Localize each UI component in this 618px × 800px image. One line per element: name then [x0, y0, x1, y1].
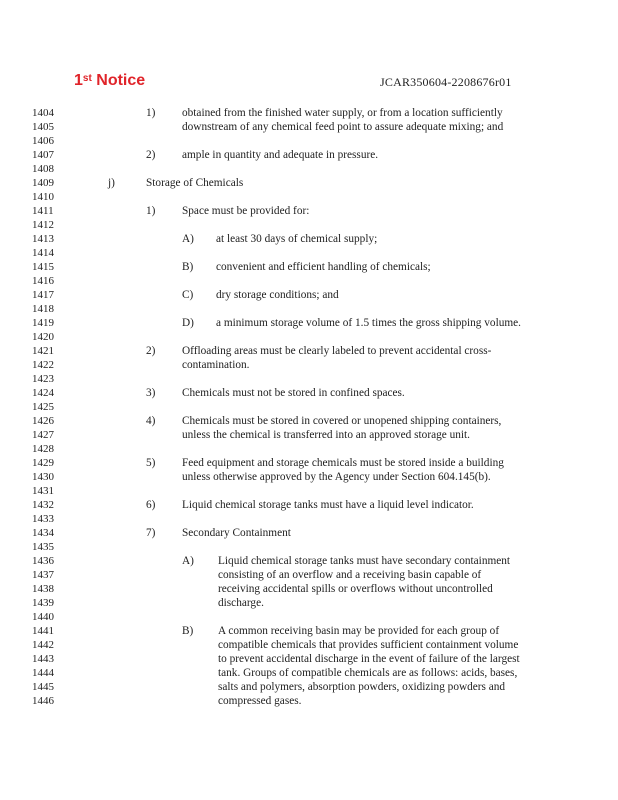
- list-marker: 1): [146, 205, 156, 217]
- list-marker: A): [182, 233, 194, 245]
- line-number: 1421: [32, 345, 54, 357]
- body-text: a minimum storage volume of 1.5 times the gross shipping volume.: [216, 317, 521, 329]
- line-number: 1408: [32, 163, 54, 175]
- list-marker: 2): [146, 149, 156, 161]
- line-number: 1430: [32, 471, 54, 483]
- list-marker: 7): [146, 527, 156, 539]
- line-number: 1441: [32, 625, 54, 637]
- body-text: compressed gases.: [218, 695, 302, 707]
- line-number: 1422: [32, 359, 54, 371]
- line-number: 1415: [32, 261, 54, 273]
- body-text: Chemicals must be stored in covered or unopened shipping containers,: [182, 415, 502, 427]
- line-number: 1425: [32, 401, 54, 413]
- line-number: 1424: [32, 387, 54, 399]
- line-number: 1429: [32, 457, 54, 469]
- line-number: 1417: [32, 289, 54, 301]
- body-text: compatible chemicals that provides sufficient containment volume: [218, 639, 519, 651]
- body-text: unless the chemical is transferred into an approved storage unit.: [182, 429, 470, 441]
- line-number: 1432: [32, 499, 54, 511]
- line-number: 1446: [32, 695, 54, 707]
- subsection-marker: j): [108, 177, 115, 189]
- line-number: 1431: [32, 485, 54, 497]
- line-number: 1411: [32, 205, 54, 217]
- subsection-heading: Storage of Chemicals: [146, 177, 244, 189]
- body-text: Chemicals must not be stored in confined spaces.: [182, 387, 405, 399]
- notice-number: 1: [74, 72, 83, 89]
- body-text: receiving accidental spills or overflows without uncontrolled: [218, 583, 493, 595]
- body-text: Feed equipment and storage chemicals must be stored inside a building: [182, 457, 504, 469]
- list-marker: D): [182, 317, 194, 329]
- line-number: 1440: [32, 611, 54, 623]
- body-text: at least 30 days of chemical supply;: [216, 233, 378, 245]
- document-id: JCAR350604-2208676r01: [380, 75, 512, 89]
- body-text: A common receiving basin may be provided for each group of: [218, 625, 500, 637]
- line-number: 1406: [32, 135, 54, 147]
- body-text: Offloading areas must be clearly labeled to prevent accidental cross-: [182, 345, 492, 357]
- line-number: 1426: [32, 415, 54, 427]
- list-marker: A): [182, 555, 194, 567]
- list-marker: B): [182, 625, 194, 637]
- line-number: 1435: [32, 541, 54, 553]
- line-number: 1442: [32, 639, 54, 651]
- line-number: 1416: [32, 275, 54, 287]
- line-number: 1409: [32, 177, 54, 189]
- line-number: 1404: [32, 107, 54, 119]
- body-text: Liquid chemical storage tanks must have secondary containment: [218, 555, 511, 567]
- list-marker: 3): [146, 387, 156, 399]
- line-number: 1437: [32, 569, 54, 581]
- list-marker: 6): [146, 499, 156, 511]
- line-number: 1436: [32, 555, 54, 567]
- list-marker: 5): [146, 457, 156, 469]
- line-number: 1423: [32, 373, 54, 385]
- body-text: salts and polymers, absorption powders, oxidizing powders and: [218, 681, 506, 693]
- line-number: 1439: [32, 597, 54, 609]
- notice-label: [74, 70, 145, 92]
- list-marker: 4): [146, 415, 156, 427]
- line-number: 1445: [32, 681, 54, 693]
- line-number: 1410: [32, 191, 54, 203]
- body-text: Space must be provided for:: [182, 205, 310, 217]
- line-number: 1427: [32, 429, 54, 441]
- body-text: convenient and efficient handling of chemicals;: [216, 261, 431, 273]
- body-text: to prevent accidental discharge in the event of failure of the largest: [218, 653, 520, 665]
- body-text: Secondary Containment: [182, 527, 291, 539]
- body-text: ample in quantity and adequate in pressure.: [182, 149, 379, 161]
- line-number: 1434: [32, 527, 54, 539]
- line-number: 1414: [32, 247, 54, 259]
- line-number: 1419: [32, 317, 54, 329]
- body-text: unless otherwise approved by the Agency under Section 604.145(b).: [182, 471, 491, 483]
- body-text: obtained from the finished water supply, or from a location sufficiently: [182, 107, 503, 119]
- line-number: 1420: [32, 331, 54, 343]
- line-number: 1444: [32, 667, 54, 679]
- line-number: 1405: [32, 121, 54, 133]
- body-text: discharge.: [218, 597, 264, 609]
- line-number: 1428: [32, 443, 54, 455]
- list-marker: 2): [146, 345, 156, 357]
- body-text: Liquid chemical storage tanks must have a liquid level indicator.: [182, 499, 474, 511]
- line-number: 1438: [32, 583, 54, 595]
- body-text: consisting of an overflow and a receiving basin capable of: [218, 569, 482, 581]
- notice-word: Notice: [96, 72, 146, 89]
- list-marker: B): [182, 261, 194, 273]
- list-marker: C): [182, 289, 194, 301]
- list-marker: 1): [146, 107, 156, 119]
- body-text: downstream of any chemical feed point to assure adequate mixing; and: [182, 121, 504, 133]
- line-number: 1443: [32, 653, 54, 665]
- body-text: contamination.: [182, 359, 250, 371]
- body-text: dry storage conditions; and: [216, 289, 339, 301]
- line-number: 1433: [32, 513, 54, 525]
- line-number: 1407: [32, 149, 54, 161]
- body-text: tank. Groups of compatible chemicals are as follows: acids, bases,: [218, 667, 518, 679]
- notice-suffix: st: [82, 73, 92, 84]
- line-number: 1412: [32, 219, 54, 231]
- line-number: 1413: [32, 233, 54, 245]
- line-number: 1418: [32, 303, 54, 315]
